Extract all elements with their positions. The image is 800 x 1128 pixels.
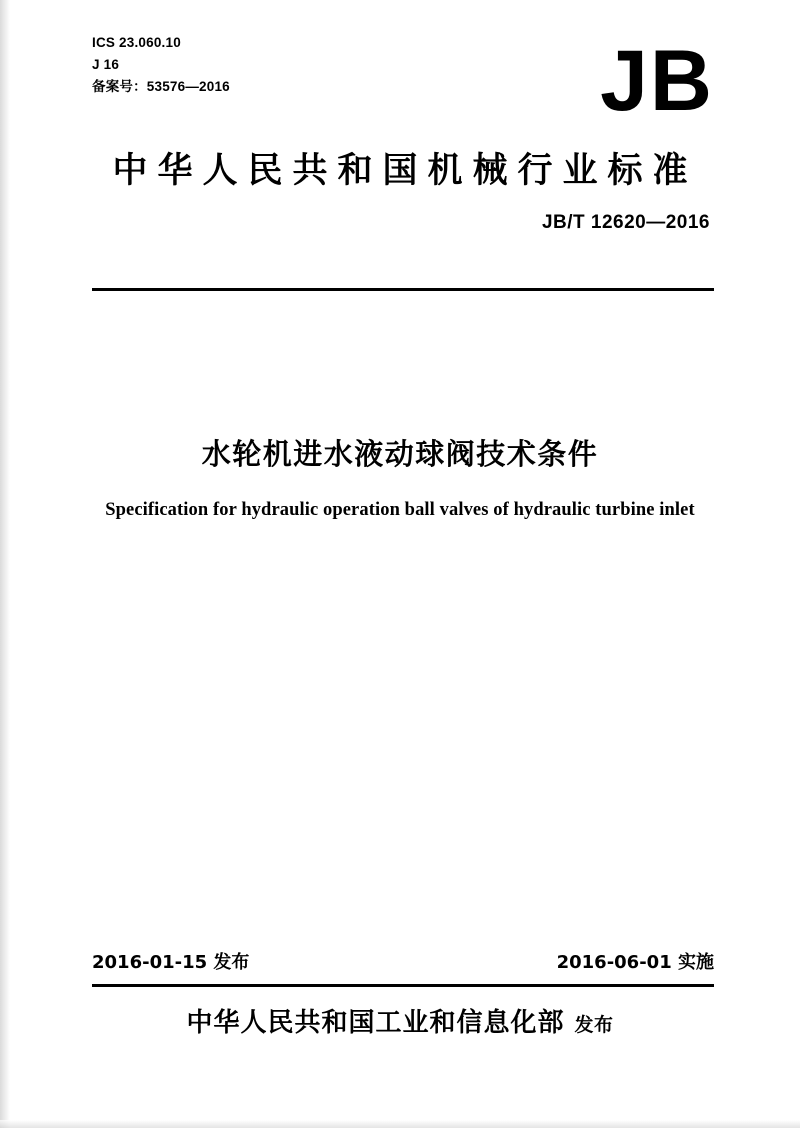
- issue-date: 2016-01-15 发布: [92, 952, 250, 973]
- record-number: 备案号：53576—2016: [92, 79, 230, 94]
- jb-logo: JB: [600, 33, 714, 129]
- classification-code: J 16: [92, 57, 120, 72]
- effective-date: 2016-06-01 实施: [556, 952, 714, 973]
- divider-bottom: [92, 984, 714, 987]
- publisher-verb: 发布: [574, 1014, 614, 1036]
- publisher-name: 中华人民共和国工业和信息化部: [186, 1008, 565, 1038]
- divider-top: [92, 288, 714, 291]
- ics-number: ICS 23.060.10: [92, 35, 181, 50]
- identifier-block: [92, 32, 230, 98]
- scan-edge-bottom: [0, 1120, 800, 1128]
- standard-code: JB/T 12620—2016: [541, 212, 710, 233]
- national-standard-heading: 中华人民共和国机械行业标准: [112, 151, 698, 191]
- document-title-english: Specification for hydraulic operation ball valves of hydraulic turbine inlet: [105, 500, 695, 520]
- document-title-chinese: 水轮机进水液动球阀技术条件: [201, 437, 599, 471]
- publisher-line: [0, 1002, 800, 1039]
- date-row: [92, 948, 714, 974]
